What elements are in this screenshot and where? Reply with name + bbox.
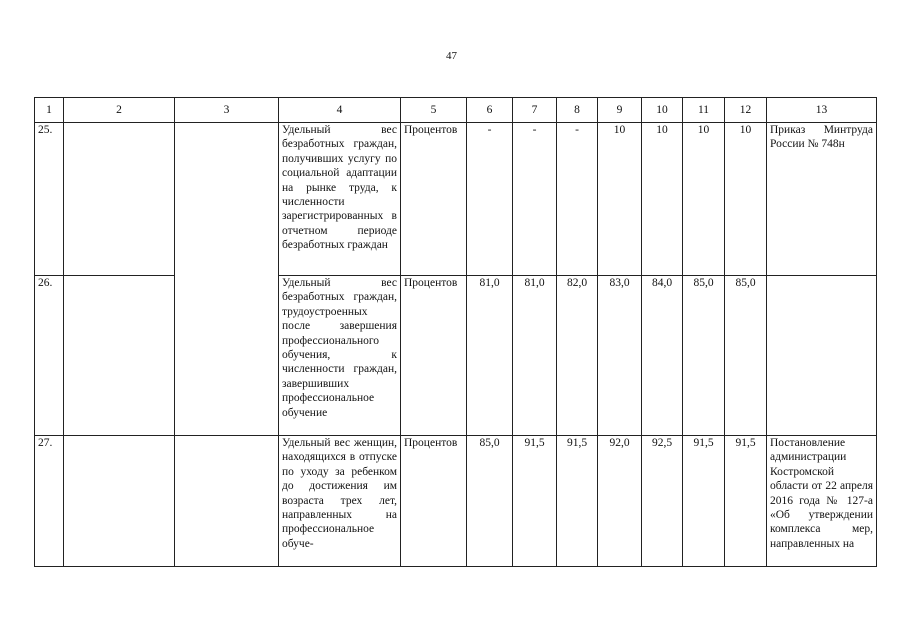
merged-cell-empty xyxy=(175,123,279,436)
source-document: Приказ Минтруда России № 748н xyxy=(767,123,877,276)
indicator-name: Удельный вес безработных граждан, трудоустроенных после завершения профессионального обучения, к численности граждан, завершивших профессиональное обучение xyxy=(279,276,401,436)
page-number: 47 xyxy=(446,50,457,62)
value-cell: 10 xyxy=(642,123,683,276)
column-header: 5 xyxy=(401,98,467,123)
value-cell: - xyxy=(513,123,557,276)
column-header: 9 xyxy=(598,98,642,123)
row-cell-empty xyxy=(175,436,279,567)
row-cell-empty xyxy=(64,276,175,436)
source-document xyxy=(767,276,877,436)
source-document: Постановление администрации Костромской области от 22 апреля 2016 года № 127-а «Об утверждении комплекса мер, направленных на xyxy=(770,437,873,550)
value-cell: - xyxy=(467,123,513,276)
row-number: 27. xyxy=(35,436,64,567)
header-row xyxy=(35,98,877,123)
row-number: 25. xyxy=(35,123,64,276)
value-cell: 83,0 xyxy=(598,276,642,436)
value-cell: 81,0 xyxy=(467,276,513,436)
column-header: 8 xyxy=(557,98,598,123)
value-cell: 85,0 xyxy=(683,276,725,436)
column-header: 2 xyxy=(64,98,175,123)
row-cell-empty xyxy=(64,436,175,567)
indicators-table xyxy=(34,97,877,567)
value-cell: 91,5 xyxy=(725,436,767,567)
unit-of-measure: Процентов xyxy=(401,436,467,567)
value-cell: - xyxy=(557,123,598,276)
column-header: 13 xyxy=(767,98,877,123)
column-header: 1 xyxy=(35,98,64,123)
table-row xyxy=(35,123,877,276)
value-cell: 91,5 xyxy=(513,436,557,567)
table-row xyxy=(35,436,877,567)
value-cell: 10 xyxy=(598,123,642,276)
column-header: 12 xyxy=(725,98,767,123)
value-cell: 91,5 xyxy=(557,436,598,567)
value-cell: 10 xyxy=(725,123,767,276)
value-cell: 91,5 xyxy=(683,436,725,567)
value-cell: 85,0 xyxy=(467,436,513,567)
unit-of-measure: Процентов xyxy=(401,276,467,436)
value-cell: 85,0 xyxy=(725,276,767,436)
value-cell: 84,0 xyxy=(642,276,683,436)
indicator-name: Удельный вес женщин, находящихся в отпуске по уходу за ребенком до достижения им возраста трех лет, направленных на профессиональное обуче- xyxy=(282,437,397,550)
value-cell: 81,0 xyxy=(513,276,557,436)
column-header: 11 xyxy=(683,98,725,123)
indicator-name: Удельный вес безработных граждан, получивших услугу по социальной адаптации на рынке труда, к численности зарегистрированных в отчетном периоде безработных граждан xyxy=(279,123,401,276)
source-document-cell xyxy=(767,436,877,567)
row-cell-empty xyxy=(64,123,175,276)
table-row xyxy=(35,276,877,436)
column-header: 6 xyxy=(467,98,513,123)
column-header: 10 xyxy=(642,98,683,123)
row-number: 26. xyxy=(35,276,64,436)
value-cell: 10 xyxy=(683,123,725,276)
column-header: 3 xyxy=(175,98,279,123)
unit-of-measure: Процентов xyxy=(401,123,467,276)
value-cell: 82,0 xyxy=(557,276,598,436)
column-header: 4 xyxy=(279,98,401,123)
value-cell: 92,0 xyxy=(598,436,642,567)
column-header: 7 xyxy=(513,98,557,123)
value-cell: 92,5 xyxy=(642,436,683,567)
indicator-name-cell xyxy=(279,436,401,567)
